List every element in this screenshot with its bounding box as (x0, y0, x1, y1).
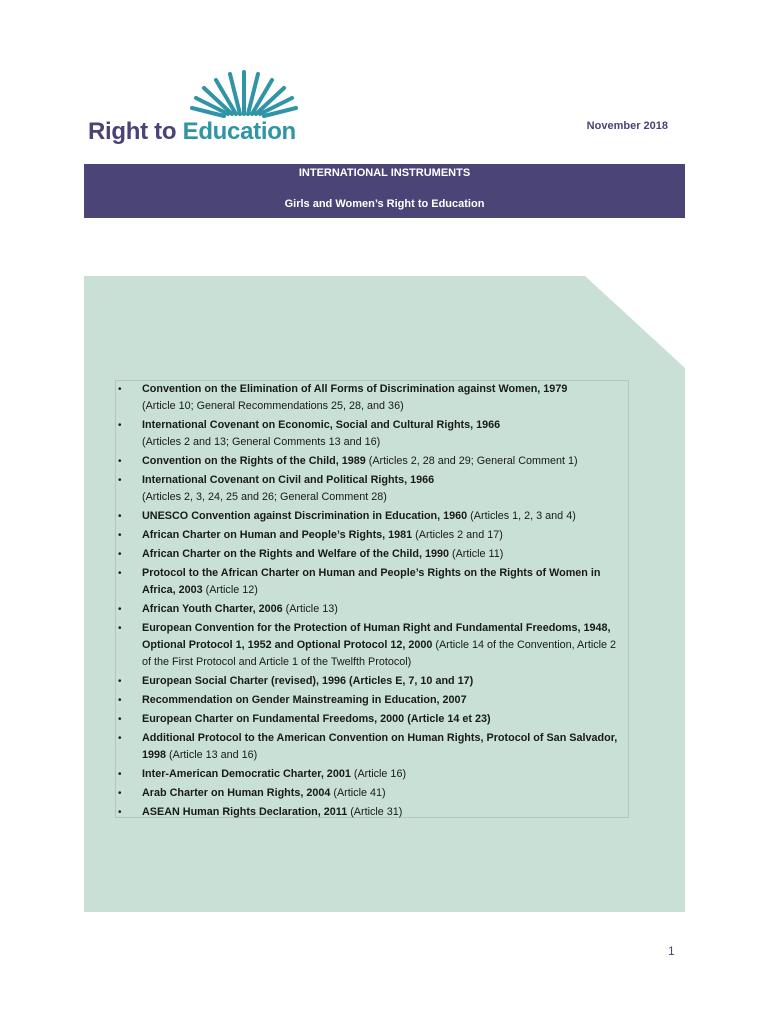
instrument-articles: (Article 13) (282, 603, 338, 615)
list-item (116, 527, 628, 544)
document-date: November 2018 (586, 120, 668, 132)
open-book-icon (188, 64, 300, 120)
instrument-articles: (Article 10; General Recommendations 25, 28, and 36) (142, 400, 404, 412)
bullet-icon: • (118, 807, 122, 818)
list-item (116, 711, 628, 728)
list-item (116, 785, 628, 802)
bullet-icon: • (118, 623, 122, 634)
bullet-icon: • (118, 733, 122, 744)
instrument-title: European Social Charter (revised), 1996 (Articles E, 7, 10 and 17) (142, 675, 474, 687)
bullet-icon: • (118, 788, 122, 799)
instrument-title: African Charter on the Rights and Welfare of the Child, 1990 (142, 548, 449, 560)
bullet-icon: • (118, 511, 122, 522)
instrument-articles: (Articles 1, 2, 3 and 4) (467, 510, 576, 522)
bullet-icon: • (118, 714, 122, 725)
list-item (116, 692, 628, 709)
bullet-icon: • (118, 695, 122, 706)
instrument-title: International Covenant on Civil and Political Rights, 1966 (142, 474, 435, 486)
instrument-title: African Youth Charter, 2006 (142, 603, 283, 615)
instrument-articles: (Articles 2, 28 and 29; General Comment 1) (365, 455, 578, 467)
list-item (116, 673, 628, 690)
instrument-articles: (Articles 2 and 17) (412, 529, 503, 541)
banner-subheading: Girls and Women’s Right to Education (284, 198, 485, 210)
instrument-title: African Charter on Human and People’s Rights, 1981 (142, 529, 413, 541)
list-item (116, 381, 628, 415)
bullet-icon: • (118, 604, 122, 615)
instruments-list (115, 380, 629, 818)
instrument-title: UNESCO Convention against Discrimination in Education, 1960 (142, 510, 468, 522)
instrument-title: Additional Protocol to the American Convention on Human Rights, Protocol of San Salvador, 1998 (142, 732, 618, 761)
instrument-title: International Covenant on Economic, Social and Cultural Rights, 1966 (142, 419, 501, 431)
instrument-articles: (Articles 2, 3, 24, 25 and 26; General Comment 28) (142, 491, 387, 503)
instrument-title: Protocol to the African Charter on Human and People’s Rights on the Rights of Women in Africa, 2003 (142, 567, 601, 596)
list-item (116, 453, 628, 470)
instrument-title: Inter-American Democratic Charter, 2001 (142, 768, 351, 780)
instrument-articles: (Article 41) (330, 787, 386, 799)
instrument-title: Arab Charter on Human Rights, 2004 (142, 787, 331, 799)
list-item (116, 508, 628, 525)
list-item (116, 417, 628, 451)
title-banner (84, 164, 685, 218)
list-item (116, 472, 628, 506)
logo-text: Right to Education (88, 118, 296, 145)
instrument-articles: (Article 16) (350, 768, 407, 780)
list-item (116, 546, 628, 563)
bullet-icon: • (118, 769, 122, 780)
bullet-icon: • (118, 549, 122, 560)
instrument-articles: (Article 13 and 16) (166, 749, 258, 761)
list-item (116, 620, 628, 671)
bullet-icon: • (118, 530, 122, 541)
instrument-title: Convention on the Rights of the Child, 1989 (142, 455, 366, 467)
bullet-icon: • (118, 475, 122, 486)
instrument-title: European Charter on Fundamental Freedoms, 2000 (Article 14 et 23) (142, 713, 491, 725)
instrument-title: Convention on the Elimination of All Forms of Discrimination against Women, 1979 (142, 383, 568, 395)
bullet-icon: • (118, 568, 122, 579)
instrument-articles: (Article 12) (202, 584, 258, 596)
instrument-title: Recommendation on Gender Mainstreaming in Education, 2007 (142, 694, 467, 706)
bullet-icon: • (118, 384, 122, 395)
banner-heading: INTERNATIONAL INSTRUMENTS (298, 167, 471, 179)
instrument-title: European Convention for the Protection of Human Right and Fundamental Freedoms, 1948, Optional Protocol 1, 1952 and Optional Protocol 12, 2000 (142, 622, 611, 651)
right-to-education-logo (88, 64, 300, 154)
list-item (116, 766, 628, 783)
instrument-articles: (Articles 2 and 13; General Comments 13 and 16) (142, 436, 381, 448)
bullet-icon: • (118, 676, 122, 687)
instrument-title: ASEAN Human Rights Declaration, 2011 (142, 806, 348, 818)
instrument-articles: (Article 11) (448, 548, 504, 560)
list-item (116, 601, 628, 618)
list-item (116, 730, 628, 764)
bullet-icon: • (118, 456, 122, 467)
bullet-icon: • (118, 420, 122, 431)
instrument-articles: (Article 31) (347, 806, 403, 818)
list-item (116, 804, 628, 821)
list-item (116, 565, 628, 599)
instrument-articles: (Article 14 of the Convention, Article 2 of the First Protocol and Article 1 of the Twelfth Protocol) (142, 639, 617, 668)
page-number: 1 (668, 944, 675, 958)
